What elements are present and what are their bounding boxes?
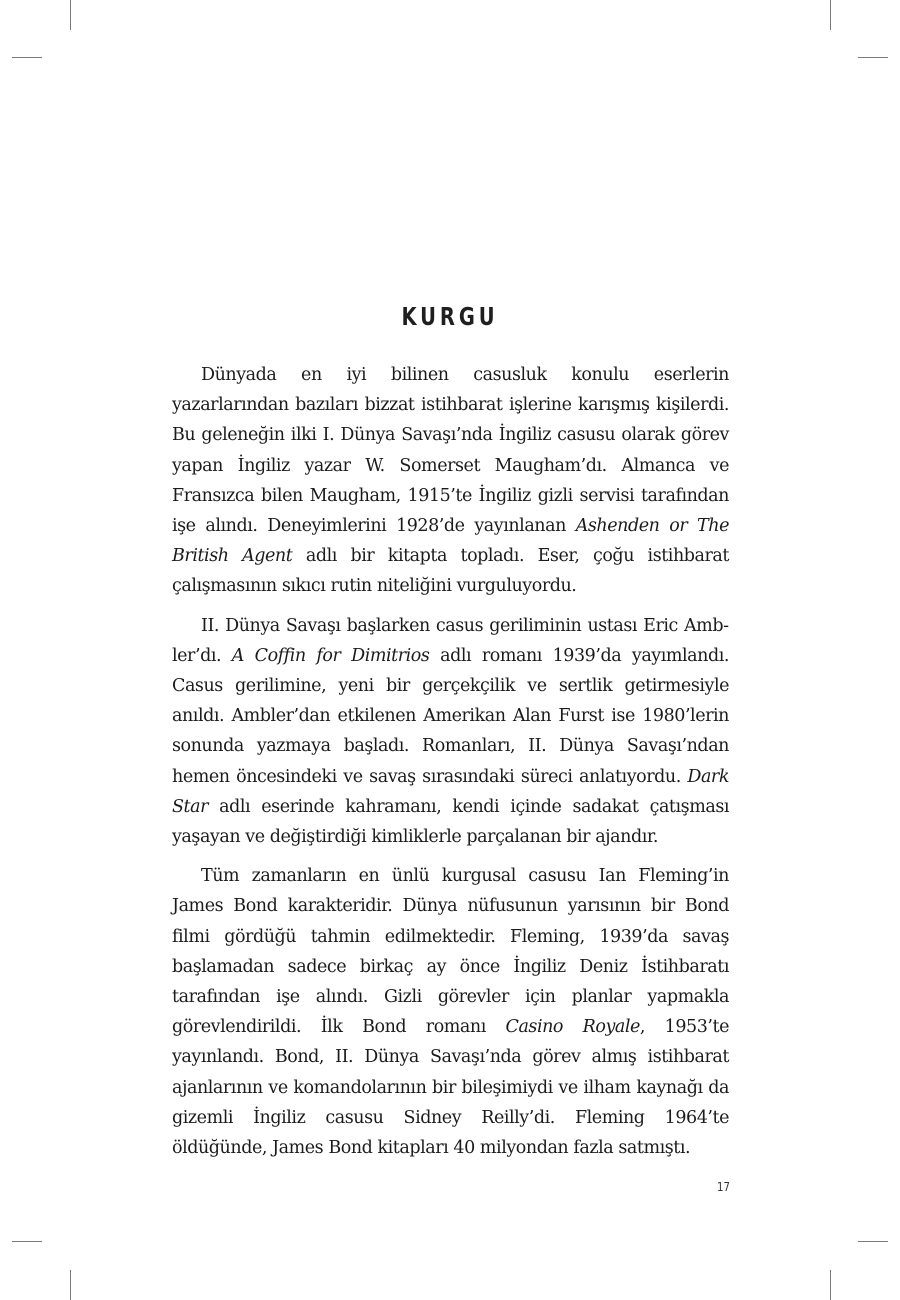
crop-mark-top-right-horizontal: [858, 57, 888, 58]
paragraph-text: II. Dünya Savaşı başlarken casus geriliminin ustası Eric Ambler’dı.: [172, 615, 729, 666]
paragraph: [172, 861, 729, 1163]
paragraph: [172, 360, 729, 602]
chapter-title: KURGU: [401, 302, 499, 331]
paragraph-text: Dünyada en iyi bilinen casusluk konulu eserlerin yazarlarından bazıları bizzat istihbarat işlerine karışmış kişilerdi. Bu geleneğin ilki I. Dünya Savaşı’nda İngiliz casusu olarak görev yapan İngiliz yazar W. Somerset Maugham’dı. Almanca ve Fransızca bilen Maugham, 1915’te İngiliz gizli servisi tarafından işe alındı. Deneyimlerini 1928’de yayınlanan: [172, 365, 729, 537]
crop-mark-bottom-left-vertical: [70, 1270, 71, 1300]
book-title: A Coffin for Dimitrios: [231, 645, 430, 666]
crop-mark-bottom-right-horizontal: [858, 1241, 888, 1242]
paragraph-text: Tüm zamanların en ünlü kurgusal casusu Ian Fleming’in James Bond karakteridir. Dünya nüfusunun yarısının bir Bond filmi gördüğü tahmin edilmektedir. Fleming, 1939’da savaş başlamadan sadece birkaç ay önce İngiliz Deniz İstihbaratı tarafından işe alındı. Gizli görevler için planlar yapmakla görevlendirildi. İlk Bond romanı: [172, 866, 729, 1038]
crop-mark-bottom-left-horizontal: [12, 1241, 42, 1242]
body-text: [172, 360, 729, 1172]
book-title: Dark Star: [172, 766, 729, 817]
crop-mark-bottom-right-vertical: [830, 1270, 831, 1300]
paragraph-text: adlı romanı 1939’da yayımlandı. Casus gerilimine, yeni bir gerçekçilik ve sertlik getirmesiyle anıldı. Ambler’dan etkilenen Amerikan Alan Furst ise 1980’lerin sonunda yazmaya başladı. Romanları, II. Dünya Savaşı’ndan hemen öncesindeki ve savaş sırasındaki süreci anlatıyordu.: [172, 645, 729, 787]
book-title: Casino Royale: [505, 1017, 640, 1038]
crop-mark-top-left-vertical: [70, 0, 71, 30]
paragraph-text: adlı bir kitapta topladı. Eser, çoğu istihbarat çalışmasının sıkıcı rutin niteliğini vurguluyordu.: [172, 546, 729, 597]
paragraph: [172, 611, 729, 853]
page-number: 17: [717, 1180, 730, 1194]
paragraph-text: adlı eserinde kahramanı, kendi içinde sadakat çatışması yaşayan ve değiştirdiği kimliklerle parçalanan bir ajandır.: [172, 796, 729, 848]
crop-mark-top-right-vertical: [830, 0, 831, 30]
crop-mark-top-left-horizontal: [12, 57, 42, 58]
book-title: Ashenden or The British Agent: [172, 516, 729, 567]
paragraph-text: , 1953’te yayınlandı. Bond, II. Dünya Savaşı’nda görev almış istihbarat ajanlarının ve komandolarının bir bileşimiydi ve ilham kaynağı da gizemli İngiliz casusu Sidney Reilly’di. Fleming 1964’te öldüğünde, James Bond kitapları 40 milyondan fazla satmıştı.: [172, 1017, 729, 1159]
